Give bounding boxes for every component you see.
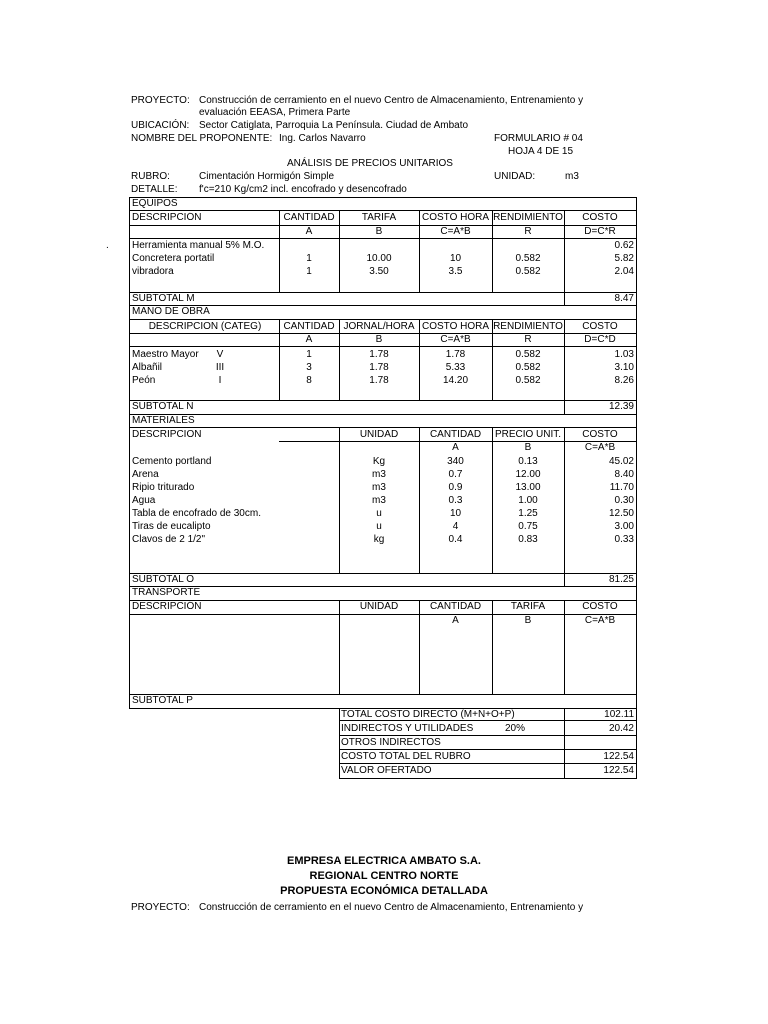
equipos-header-2: TARIFA xyxy=(361,212,397,223)
equipos-cell: 3.50 xyxy=(369,266,389,277)
equipos-cell: 0.582 xyxy=(515,253,541,264)
equipos-header-3: COSTO HORA xyxy=(421,212,490,223)
equipos-cell: 10.00 xyxy=(366,253,392,264)
totals-value: 102.11 xyxy=(604,709,634,720)
mano-cell: Maestro Mayor xyxy=(132,349,199,360)
transporte-col-0 xyxy=(339,600,340,695)
mano-cell: 8.26 xyxy=(614,375,634,386)
mano-subtotal-label: SUBTOTAL N xyxy=(132,401,194,412)
materiales-cell: Agua xyxy=(132,495,156,506)
proponente-label: NOMBRE DEL PROPONENTE: xyxy=(131,133,273,144)
materiales-subheader-0: A xyxy=(452,442,459,453)
equipos-subheader-3: R xyxy=(524,226,532,237)
equipos-header-4: RENDIMIENTO xyxy=(493,212,563,223)
materiales-cell: 0.30 xyxy=(614,495,634,506)
equipos-subheader-2: C=A*B xyxy=(440,226,471,237)
mano-cell: 14.20 xyxy=(442,375,469,386)
totals-label: TOTAL COSTO DIRECTO (M+N+O+P) xyxy=(341,709,515,720)
equipos-header-0: DESCRIPCIÓN xyxy=(132,212,202,223)
materiales-cell: 0.75 xyxy=(518,521,538,532)
materiales-cell: 0.9 xyxy=(448,482,463,493)
proponente-value: Ing. Carlos Navarro xyxy=(279,133,366,144)
mano-subheader-4: D=C*D xyxy=(584,334,616,345)
ubicacion-label: UBICACIÓN: xyxy=(131,120,190,131)
rubro-label: RUBRO: xyxy=(131,171,170,182)
footer-proyecto-label: PROYECTO: xyxy=(131,902,190,913)
table-hline-7 xyxy=(129,427,637,428)
materiales-cell: 11.70 xyxy=(609,482,634,493)
transporte-header-0: DESCRIPCIÓN xyxy=(132,601,202,612)
materiales-cell: Ripio triturado xyxy=(132,482,195,493)
footer-proyecto-value: Construcción de cerramiento en el nuevo Centro de Almacenamiento, Entrenamiento y xyxy=(199,902,584,913)
detalle-label: DETALLE: xyxy=(131,184,178,195)
totals-label: INDIRECTOS Y UTILIDADES xyxy=(341,723,474,734)
transporte-header-2: CANTIDAD xyxy=(429,601,482,612)
materiales-cell: 0.3 xyxy=(448,495,463,506)
materiales-cell: m3 xyxy=(372,482,386,493)
mano-subheader-3: R xyxy=(524,334,532,345)
totals-extra: 20% xyxy=(505,723,526,734)
ubicacion-value: Sector Catiglata, Parroquia La Península. Ciudad de Ambato xyxy=(199,120,469,131)
table-hline-4 xyxy=(129,319,637,320)
equipos-subtotal-label: SUBTOTAL M xyxy=(132,293,195,304)
materiales-cell: 0.7 xyxy=(448,469,463,480)
totals-value: 20.42 xyxy=(608,723,634,734)
materiales-header-4: COSTO xyxy=(582,429,618,440)
materiales-cell: u xyxy=(376,521,382,532)
materiales-cell: Tabla de encofrado de 30cm. xyxy=(132,508,261,519)
equipos-cell: 5.82 xyxy=(614,253,634,264)
materiales-cell: Tiras de eucalipto xyxy=(132,521,211,532)
mano-subheader-1: B xyxy=(375,334,383,345)
equipos-header-5: COSTO xyxy=(582,212,618,223)
transporte-subheader-0: A xyxy=(452,615,459,626)
materiales-subtotal-value: 81.25 xyxy=(608,574,634,585)
materiales-cell: u xyxy=(376,508,382,519)
transporte-subheader-1: B xyxy=(524,615,532,626)
materiales-cell: 0.83 xyxy=(518,534,538,545)
mano-header-1: CANTIDAD xyxy=(283,321,335,332)
materiales-cell: 4 xyxy=(452,521,459,532)
totals-hline-2 xyxy=(339,749,637,750)
materiales-header-3: PRECIO UNIT. xyxy=(494,429,562,440)
mano-header-2: JORNAL/HORA xyxy=(343,321,415,332)
footer-propuesta: PROPUESTA ECONÓMICA DETALLADA xyxy=(280,885,488,897)
totals-value: 122.54 xyxy=(603,751,634,762)
proyecto-label: PROYECTO: xyxy=(131,95,190,106)
equipos-cell: 0.582 xyxy=(515,266,541,277)
materiales-cell: 12.00 xyxy=(515,469,541,480)
formulario-number: FORMULARIO # 04 xyxy=(494,133,583,144)
table-subline-1 xyxy=(129,238,637,239)
transporte-subheader-2: C=A*B xyxy=(584,615,616,626)
mano-cell: 0.582 xyxy=(515,375,541,386)
proyecto-line1: Construcción de cerramiento en el nuevo Centro de Almacenamiento, Entrenamiento y xyxy=(199,95,584,106)
mano-cell: I xyxy=(218,375,222,386)
mano-cell: Albañil xyxy=(132,362,163,373)
table-border-left xyxy=(129,197,130,708)
table-subline-3 xyxy=(129,346,637,347)
mano-cell: 3 xyxy=(306,362,312,373)
equipos-cell: 1 xyxy=(306,266,312,277)
detalle-value: f'c=210 Kg/cm2 incl. encofrado y desencofrado xyxy=(199,184,407,195)
materiales-cell: kg xyxy=(373,534,385,545)
mano-header-3: COSTO HORA xyxy=(421,321,490,332)
mano-cell: 1.03 xyxy=(614,349,634,360)
stray-mark: . xyxy=(106,240,109,251)
analisis-title: ANÁLISIS DE PRECIOS UNITARIOS xyxy=(287,158,453,169)
materiales-cell: 0.33 xyxy=(614,534,634,545)
unidad-value: m3 xyxy=(565,171,579,182)
materiales-subheader-1: B xyxy=(524,442,532,453)
materiales-cell: 0.4 xyxy=(448,534,463,545)
footer-company: EMPRESA ELECTRICA AMBATO S.A. xyxy=(287,855,481,867)
totals-border-left xyxy=(339,708,340,779)
equipos-header-1: CANTIDAD xyxy=(283,212,335,223)
footer-regional: REGIONAL CENTRO NORTE xyxy=(309,870,459,882)
materiales-title: MATERIALES xyxy=(132,415,195,426)
materiales-header-0: DESCRIPCION xyxy=(132,429,202,440)
mano-cell: 1 xyxy=(306,349,312,360)
totals-value: 122.54 xyxy=(603,765,634,776)
mano-cell: 0.582 xyxy=(515,362,541,373)
totals-label: VALOR OFERTADO xyxy=(341,765,432,776)
equipos-subheader-1: B xyxy=(375,226,383,237)
materiales-cell: Clavos de 2 1/2" xyxy=(132,534,206,545)
materiales-subheader-2: C=A*B xyxy=(584,442,616,453)
materiales-cell: 340 xyxy=(447,456,464,467)
materiales-cell: 45.02 xyxy=(608,456,634,467)
mano-cell: 3.10 xyxy=(614,362,634,373)
equipos-cell: 1 xyxy=(306,253,312,264)
materiales-header-2: CANTIDAD xyxy=(429,429,482,440)
mano-cell: 1.78 xyxy=(369,349,389,360)
hoja-number: HOJA 4 DE 15 xyxy=(508,146,574,157)
materiales-cell: Cemento portland xyxy=(132,456,212,467)
materiales-cell: 8.40 xyxy=(614,469,634,480)
mano-cell: 0.582 xyxy=(515,349,541,360)
materiales-cell: Arena xyxy=(132,469,159,480)
mano-cell: 1.78 xyxy=(369,362,389,373)
equipos-cell: 3.5 xyxy=(448,266,463,277)
totals-hline-4 xyxy=(339,778,637,779)
materiales-cell: 3.00 xyxy=(614,521,634,532)
materiales-header-1: UNIDAD xyxy=(359,429,399,440)
totals-hline-3 xyxy=(339,763,637,764)
totals-label: COSTO TOTAL DEL RUBRO xyxy=(341,751,471,762)
materiales-cell: Kg xyxy=(372,456,386,467)
mano-cell: 5.33 xyxy=(445,362,466,373)
equipos-cell: 0.62 xyxy=(614,240,634,251)
transporte-subtotal-label: SUBTOTAL P xyxy=(132,695,193,706)
materiales-cell: 1.00 xyxy=(518,495,538,506)
materiales-subtotal-label: SUBTOTAL O xyxy=(132,574,195,585)
mano-cell: 8 xyxy=(306,375,312,386)
mano-header-4: RENDIMIENTO xyxy=(493,321,563,332)
equipos-cell: 10 xyxy=(449,253,462,264)
materiales-cell: 12.50 xyxy=(608,508,634,519)
materiales-cell: 0.13 xyxy=(518,456,538,467)
equipos-subheader-4: D=C*R xyxy=(584,226,616,237)
mano-cell: V xyxy=(216,349,224,360)
mano-title: MANO DE OBRA xyxy=(132,306,210,317)
rubro-value: Cimentación Hormigón Simple xyxy=(199,171,335,182)
table-hline-1 xyxy=(129,210,637,211)
mano-cell: Peón xyxy=(132,375,156,386)
transporte-header-3: TARIFA xyxy=(510,601,546,612)
equipos-cell: Concretera portatil xyxy=(132,253,215,264)
equipos-subheader-0: A xyxy=(305,226,313,237)
totals-label: OTROS INDIRECTOS xyxy=(341,737,441,748)
unidad-label: UNIDAD: xyxy=(494,171,536,182)
equipos-cell: vibradora xyxy=(132,266,174,277)
proyecto-line2: evaluación EEASA, Primera Parte xyxy=(199,107,351,118)
table-border-right xyxy=(636,197,637,779)
transporte-header-1: UNIDAD xyxy=(359,601,399,612)
transporte-title: TRANSPORTE xyxy=(132,587,201,598)
mano-cell: 1.78 xyxy=(369,375,389,386)
equipos-cell: Herramienta manual 5% M.O. xyxy=(132,240,265,251)
mano-subtotal-value: 12.39 xyxy=(608,401,634,412)
materiales-cell: 13.00 xyxy=(515,482,541,493)
mano-header-5: COSTO xyxy=(582,321,618,332)
equipos-title: EQUIPOS xyxy=(132,198,178,209)
mano-subheader-0: A xyxy=(305,334,313,345)
totals-hline-1 xyxy=(339,735,637,736)
materiales-cell: m3 xyxy=(372,469,386,480)
mano-cell: 1.78 xyxy=(445,349,466,360)
materiales-cell: m3 xyxy=(372,495,386,506)
mano-cell: III xyxy=(215,362,225,373)
mano-header-0: DESCRIPCION (CATEG) xyxy=(148,321,262,332)
materiales-cell: 10 xyxy=(449,508,462,519)
mano-subheader-2: C=A*B xyxy=(440,334,471,345)
equipos-cell: 2.04 xyxy=(614,266,634,277)
transporte-header-4: COSTO xyxy=(582,601,618,612)
equipos-subtotal-value: 8.47 xyxy=(614,293,634,304)
materiales-cell: 1.25 xyxy=(518,508,538,519)
